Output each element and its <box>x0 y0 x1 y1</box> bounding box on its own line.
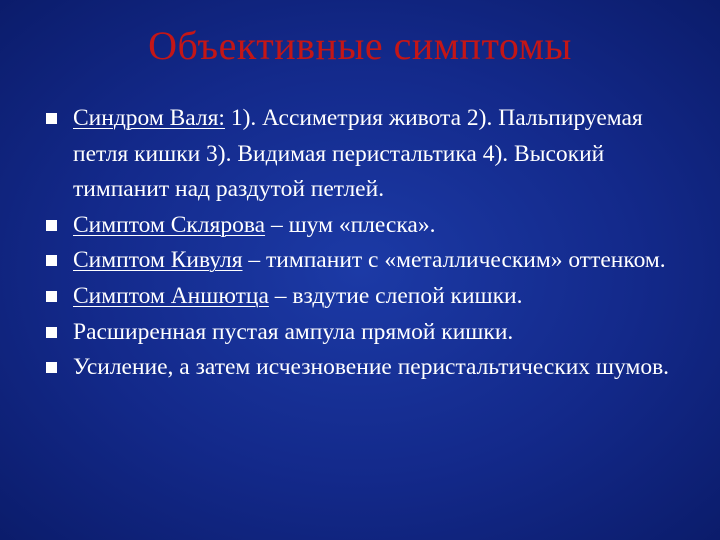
list-item <box>44 350 694 386</box>
symptom-list <box>44 101 694 386</box>
item-text: – тимпанит с «металлическим» оттенком. <box>242 247 666 274</box>
item-text: 1). Ассиметрия живота 2). Пальпируемая петля кишки 3). Видимая перистальтика 4). Высокий тимпанит над раздутой петлей. <box>73 105 643 203</box>
item-text: Усиление, а затем исчезновение перистальтических шумов. <box>73 354 670 381</box>
term-label: Симптом Склярова <box>73 211 266 238</box>
item-text: – шум «плеска». <box>265 211 436 238</box>
square-bullet-icon <box>46 220 57 231</box>
list-item <box>44 208 694 244</box>
square-bullet-icon <box>46 113 57 124</box>
list-item <box>44 315 694 351</box>
list-item <box>44 243 694 279</box>
term-label: Симптом Кивуля <box>73 247 243 274</box>
list-item <box>44 279 694 315</box>
square-bullet-icon <box>46 362 57 373</box>
slide-title: Объективные симптомы <box>148 23 572 68</box>
item-text: – вздутие слепой кишки. <box>268 282 523 309</box>
square-bullet-icon <box>46 255 57 266</box>
square-bullet-icon <box>46 291 57 302</box>
square-bullet-icon <box>46 327 57 338</box>
item-text: Расширенная пустая ампула прямой кишки. <box>73 318 514 345</box>
list-item <box>44 101 694 208</box>
term-label: Синдром Валя: <box>73 105 225 131</box>
term-label: Симптом Аншютца <box>73 282 269 309</box>
